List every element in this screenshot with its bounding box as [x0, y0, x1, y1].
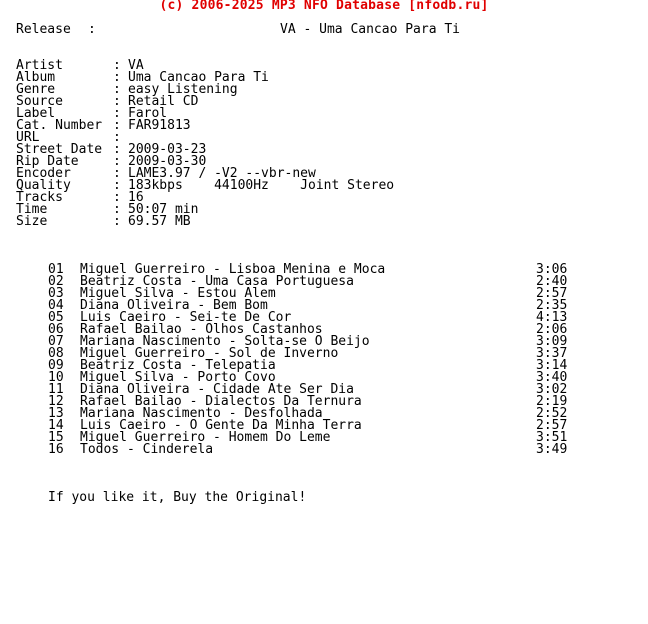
- track-time: 3:49: [536, 442, 568, 457]
- track-number: 16: [48, 442, 64, 457]
- track-number: 03: [48, 286, 64, 301]
- info-colon: :: [113, 178, 121, 193]
- info-value: 16: [128, 190, 144, 205]
- track-number: 10: [48, 370, 64, 385]
- track-number: 01: [48, 262, 64, 277]
- info-key: Genre: [16, 82, 56, 97]
- track-title: Miguel Guerreiro - Homem Do Leme: [80, 430, 331, 445]
- track-number: 13: [48, 406, 64, 421]
- info-value: Retail CD: [128, 94, 199, 109]
- track-time: 2:57: [536, 286, 568, 301]
- track-title: Luis Caeiro - Sei-te De Cor: [80, 310, 292, 325]
- release-value: VA - Uma Cancao Para Ti: [280, 22, 461, 37]
- track-title: Miguel Guerreiro - Lisboa Menina e Moca: [80, 262, 386, 277]
- track-title: Luis Caeiro - O Gente Da Minha Terra: [80, 418, 362, 433]
- info-key: Quality: [16, 178, 71, 193]
- track-title: Miguel Silva - Estou Alem: [80, 286, 276, 301]
- track-title: Rafael Bailao - Olhos Castanhos: [80, 322, 323, 337]
- track-title: Miguel Silva - Porto Covo: [80, 370, 276, 385]
- track-number: 05: [48, 310, 64, 325]
- info-key: Rip Date: [16, 154, 79, 169]
- track-time: 3:06: [536, 262, 568, 277]
- track-title: Miguel Guerreiro - Sol de Inverno: [80, 346, 339, 361]
- info-colon: :: [113, 58, 121, 73]
- track-title: Beatriz Costa - Uma Casa Portuguesa: [80, 274, 354, 289]
- info-value: 50:07 min: [128, 202, 199, 217]
- info-colon: :: [113, 82, 121, 97]
- site-banner: (c) 2006-2025 MP3 NFO Database [nfodb.ru]: [159, 0, 489, 13]
- info-key: Source: [16, 94, 63, 109]
- info-colon: :: [113, 130, 121, 145]
- track-time: 3:09: [536, 334, 568, 349]
- track-time: 3:14: [536, 358, 568, 373]
- track-time: 3:37: [536, 346, 568, 361]
- info-value: VA: [128, 58, 144, 73]
- track-number: 15: [48, 430, 64, 445]
- track-title: Diana Oliveira - Bem Bom: [80, 298, 268, 313]
- track-number: 06: [48, 322, 64, 337]
- info-colon: :: [113, 106, 121, 121]
- info-key: URL: [16, 130, 40, 145]
- track-title: Beatriz Costa - Telepatia: [80, 358, 276, 373]
- track-number: 04: [48, 298, 64, 313]
- track-time: 3:02: [536, 382, 568, 397]
- info-key: Encoder: [16, 166, 71, 181]
- track-time: 2:35: [536, 298, 568, 313]
- info-colon: :: [113, 142, 121, 157]
- track-number: 14: [48, 418, 64, 433]
- track-number: 09: [48, 358, 64, 373]
- info-value: easy Listening: [128, 82, 238, 97]
- track-title: Rafael Bailao - Dialectos Da Ternura: [80, 394, 362, 409]
- info-value: 2009-03-30: [128, 154, 207, 169]
- info-colon: :: [113, 214, 121, 229]
- info-value: Uma Cancao Para Ti: [128, 70, 269, 85]
- info-key: Street Date: [16, 142, 103, 157]
- track-title: Todos - Cinderela: [80, 442, 214, 457]
- track-time: 4:13: [536, 310, 568, 325]
- track-time: 3:40: [536, 370, 568, 385]
- info-key: Tracks: [16, 190, 63, 205]
- release-colon: :: [88, 22, 96, 37]
- info-colon: :: [113, 190, 121, 205]
- track-number: 07: [48, 334, 64, 349]
- info-value: LAME3.97 / -V2 --vbr-new: [128, 166, 316, 181]
- footer-message: If you like it, Buy the Original!: [48, 490, 307, 505]
- info-value: Farol: [128, 106, 168, 121]
- info-value: 183kbps 44100Hz Joint Stereo: [128, 178, 395, 193]
- track-number: 11: [48, 382, 64, 397]
- info-value: 69.57 MB: [128, 214, 191, 229]
- info-key: Time: [16, 202, 48, 217]
- info-key: Cat. Number: [16, 118, 103, 133]
- track-title: Diana Oliveira - Cidade Ate Ser Dia: [80, 382, 354, 397]
- track-time: 2:52: [536, 406, 568, 421]
- track-time: 2:57: [536, 418, 568, 433]
- track-number: 12: [48, 394, 64, 409]
- track-title: Mariana Nascimento - Solta-se O Beijo: [80, 334, 370, 349]
- info-colon: :: [113, 94, 121, 109]
- info-colon: :: [113, 118, 121, 133]
- info-key: Artist: [16, 58, 63, 73]
- info-colon: :: [113, 70, 121, 85]
- track-time: 3:51: [536, 430, 568, 445]
- info-colon: :: [113, 154, 121, 169]
- track-time: 2:19: [536, 394, 568, 409]
- info-value: FAR91813: [128, 118, 191, 133]
- track-title: Mariana Nascimento - Desfolhada: [80, 406, 323, 421]
- info-colon: :: [113, 202, 121, 217]
- info-key: Album: [16, 70, 56, 85]
- info-colon: :: [113, 166, 121, 181]
- info-value: 2009-03-23: [128, 142, 207, 157]
- info-key: Size: [16, 214, 48, 229]
- track-time: 2:40: [536, 274, 568, 289]
- track-number: 02: [48, 274, 64, 289]
- release-label: Release: [16, 22, 71, 37]
- info-key: Label: [16, 106, 56, 121]
- track-time: 2:06: [536, 322, 568, 337]
- track-number: 08: [48, 346, 64, 361]
